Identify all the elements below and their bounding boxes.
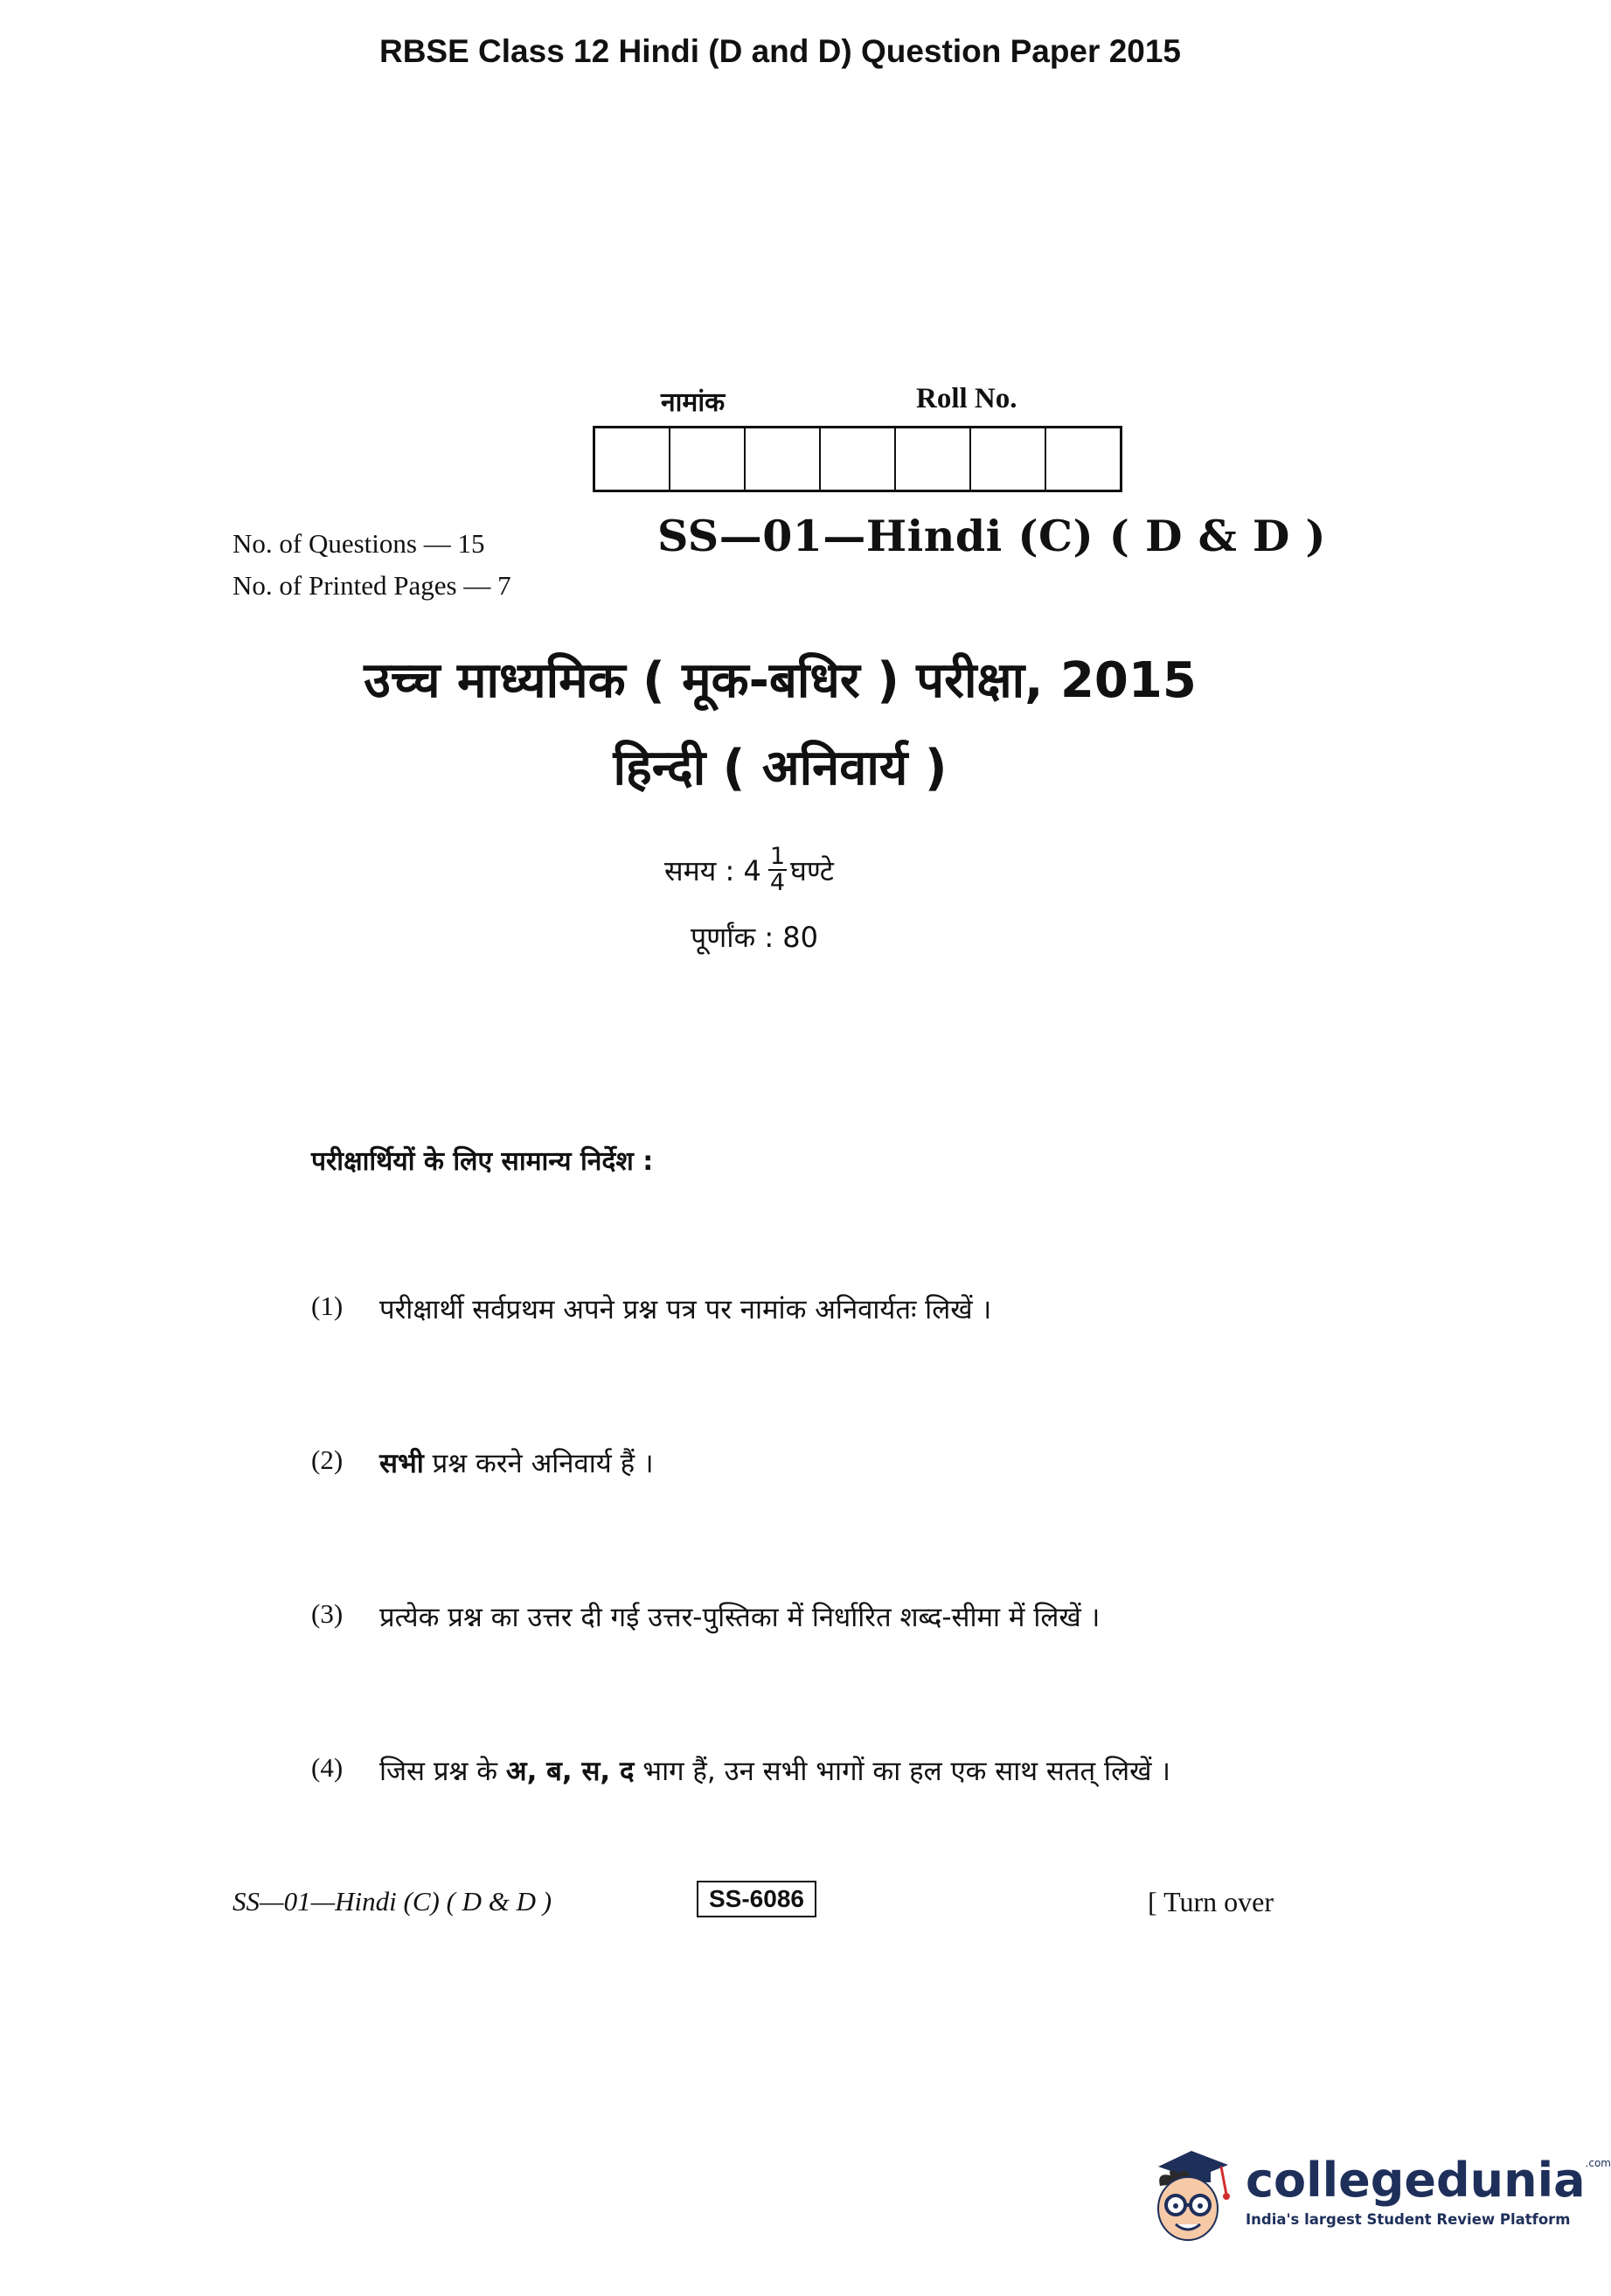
instruction-bold: सभी: [379, 1448, 424, 1479]
instructions-heading: परीक्षार्थियों के लिए सामान्य निर्देश :: [311, 1146, 654, 1177]
instruction-pre: जिस प्रश्न के: [379, 1756, 506, 1787]
logo-text: [1246, 2152, 1611, 2228]
instruction-text: भाग हैं, उन सभी भागों का हल एक साथ सतत् लिखें ।: [634, 1756, 1171, 1787]
fraction-numerator: 1: [769, 843, 785, 870]
time-label: समय : 4: [664, 853, 761, 887]
instruction-item: [311, 1291, 991, 1327]
logo-name: collegedunia: [1246, 2152, 1586, 2208]
roll-digit-box: [821, 428, 896, 490]
roll-digit-box: [670, 428, 746, 490]
instruction-number: (2): [311, 1444, 344, 1475]
time-allowed: [664, 845, 834, 896]
instruction-item: [311, 1598, 1100, 1635]
num-printed-pages: No. of Printed Pages — 7: [233, 570, 511, 601]
footer-paper-code: SS—01—Hindi (C) ( D & D ): [233, 1886, 552, 1917]
max-marks: पूर्णांक : 80: [691, 921, 819, 954]
roll-digit-box: [1046, 428, 1120, 490]
num-questions: No. of Questions — 15: [233, 528, 485, 559]
roll-digit-box: [595, 428, 670, 490]
logo-dotcom: .com: [1585, 2156, 1611, 2169]
collegedunia-logo[interactable]: [1141, 2140, 1611, 2244]
roll-digit-box: [746, 428, 821, 490]
instruction-text: परीक्षार्थी सर्वप्रथम अपने प्रश्न पत्र पर नामांक अनिवार्यतः लिखें ।: [379, 1294, 992, 1325]
subject-title: हिन्दी ( अनिवार्य ): [613, 740, 948, 797]
paper-code: SS—01—Hindi (C) ( D & D ): [657, 511, 1327, 561]
student-mascot-icon: [1141, 2140, 1237, 2244]
page-banner: RBSE Class 12 Hindi (D and D) Question Paper 2015: [378, 33, 1182, 69]
fraction-denominator: 4: [769, 869, 785, 897]
instruction-number: (3): [311, 1598, 344, 1629]
instruction-item: [311, 1444, 654, 1481]
roll-digit-box: [971, 428, 1046, 490]
time-unit: घण्टे: [790, 853, 834, 887]
logo-tagline: India's largest Student Review Platform: [1246, 2210, 1571, 2228]
time-fraction: [768, 845, 787, 896]
instruction-bold: अ, ब, स, द: [505, 1756, 635, 1787]
instruction-number: (4): [311, 1752, 344, 1783]
instruction-text: प्रश्न करने अनिवार्य हैं ।: [423, 1448, 654, 1479]
roll-label-english: Roll No.: [916, 383, 1017, 414]
turn-over-note: [ Turn over: [1148, 1886, 1274, 1917]
roll-label-hindi: नामांक: [661, 387, 726, 418]
instruction-number: (1): [311, 1291, 344, 1321]
exam-title: उच्च माध्यमिक ( मूक-बधिर ) परीक्षा, 2015: [364, 652, 1197, 709]
footer-serial-box: SS-6086: [697, 1881, 816, 1917]
instruction-item: [311, 1752, 1170, 1789]
roll-digit-box: [896, 428, 971, 490]
roll-number-boxes: [593, 426, 1122, 492]
instruction-text: प्रत्येक प्रश्न का उत्तर दी गई उत्तर-पुस्तिका में निर्धारित शब्द-सीमा में लिखें ।: [379, 1602, 1101, 1633]
